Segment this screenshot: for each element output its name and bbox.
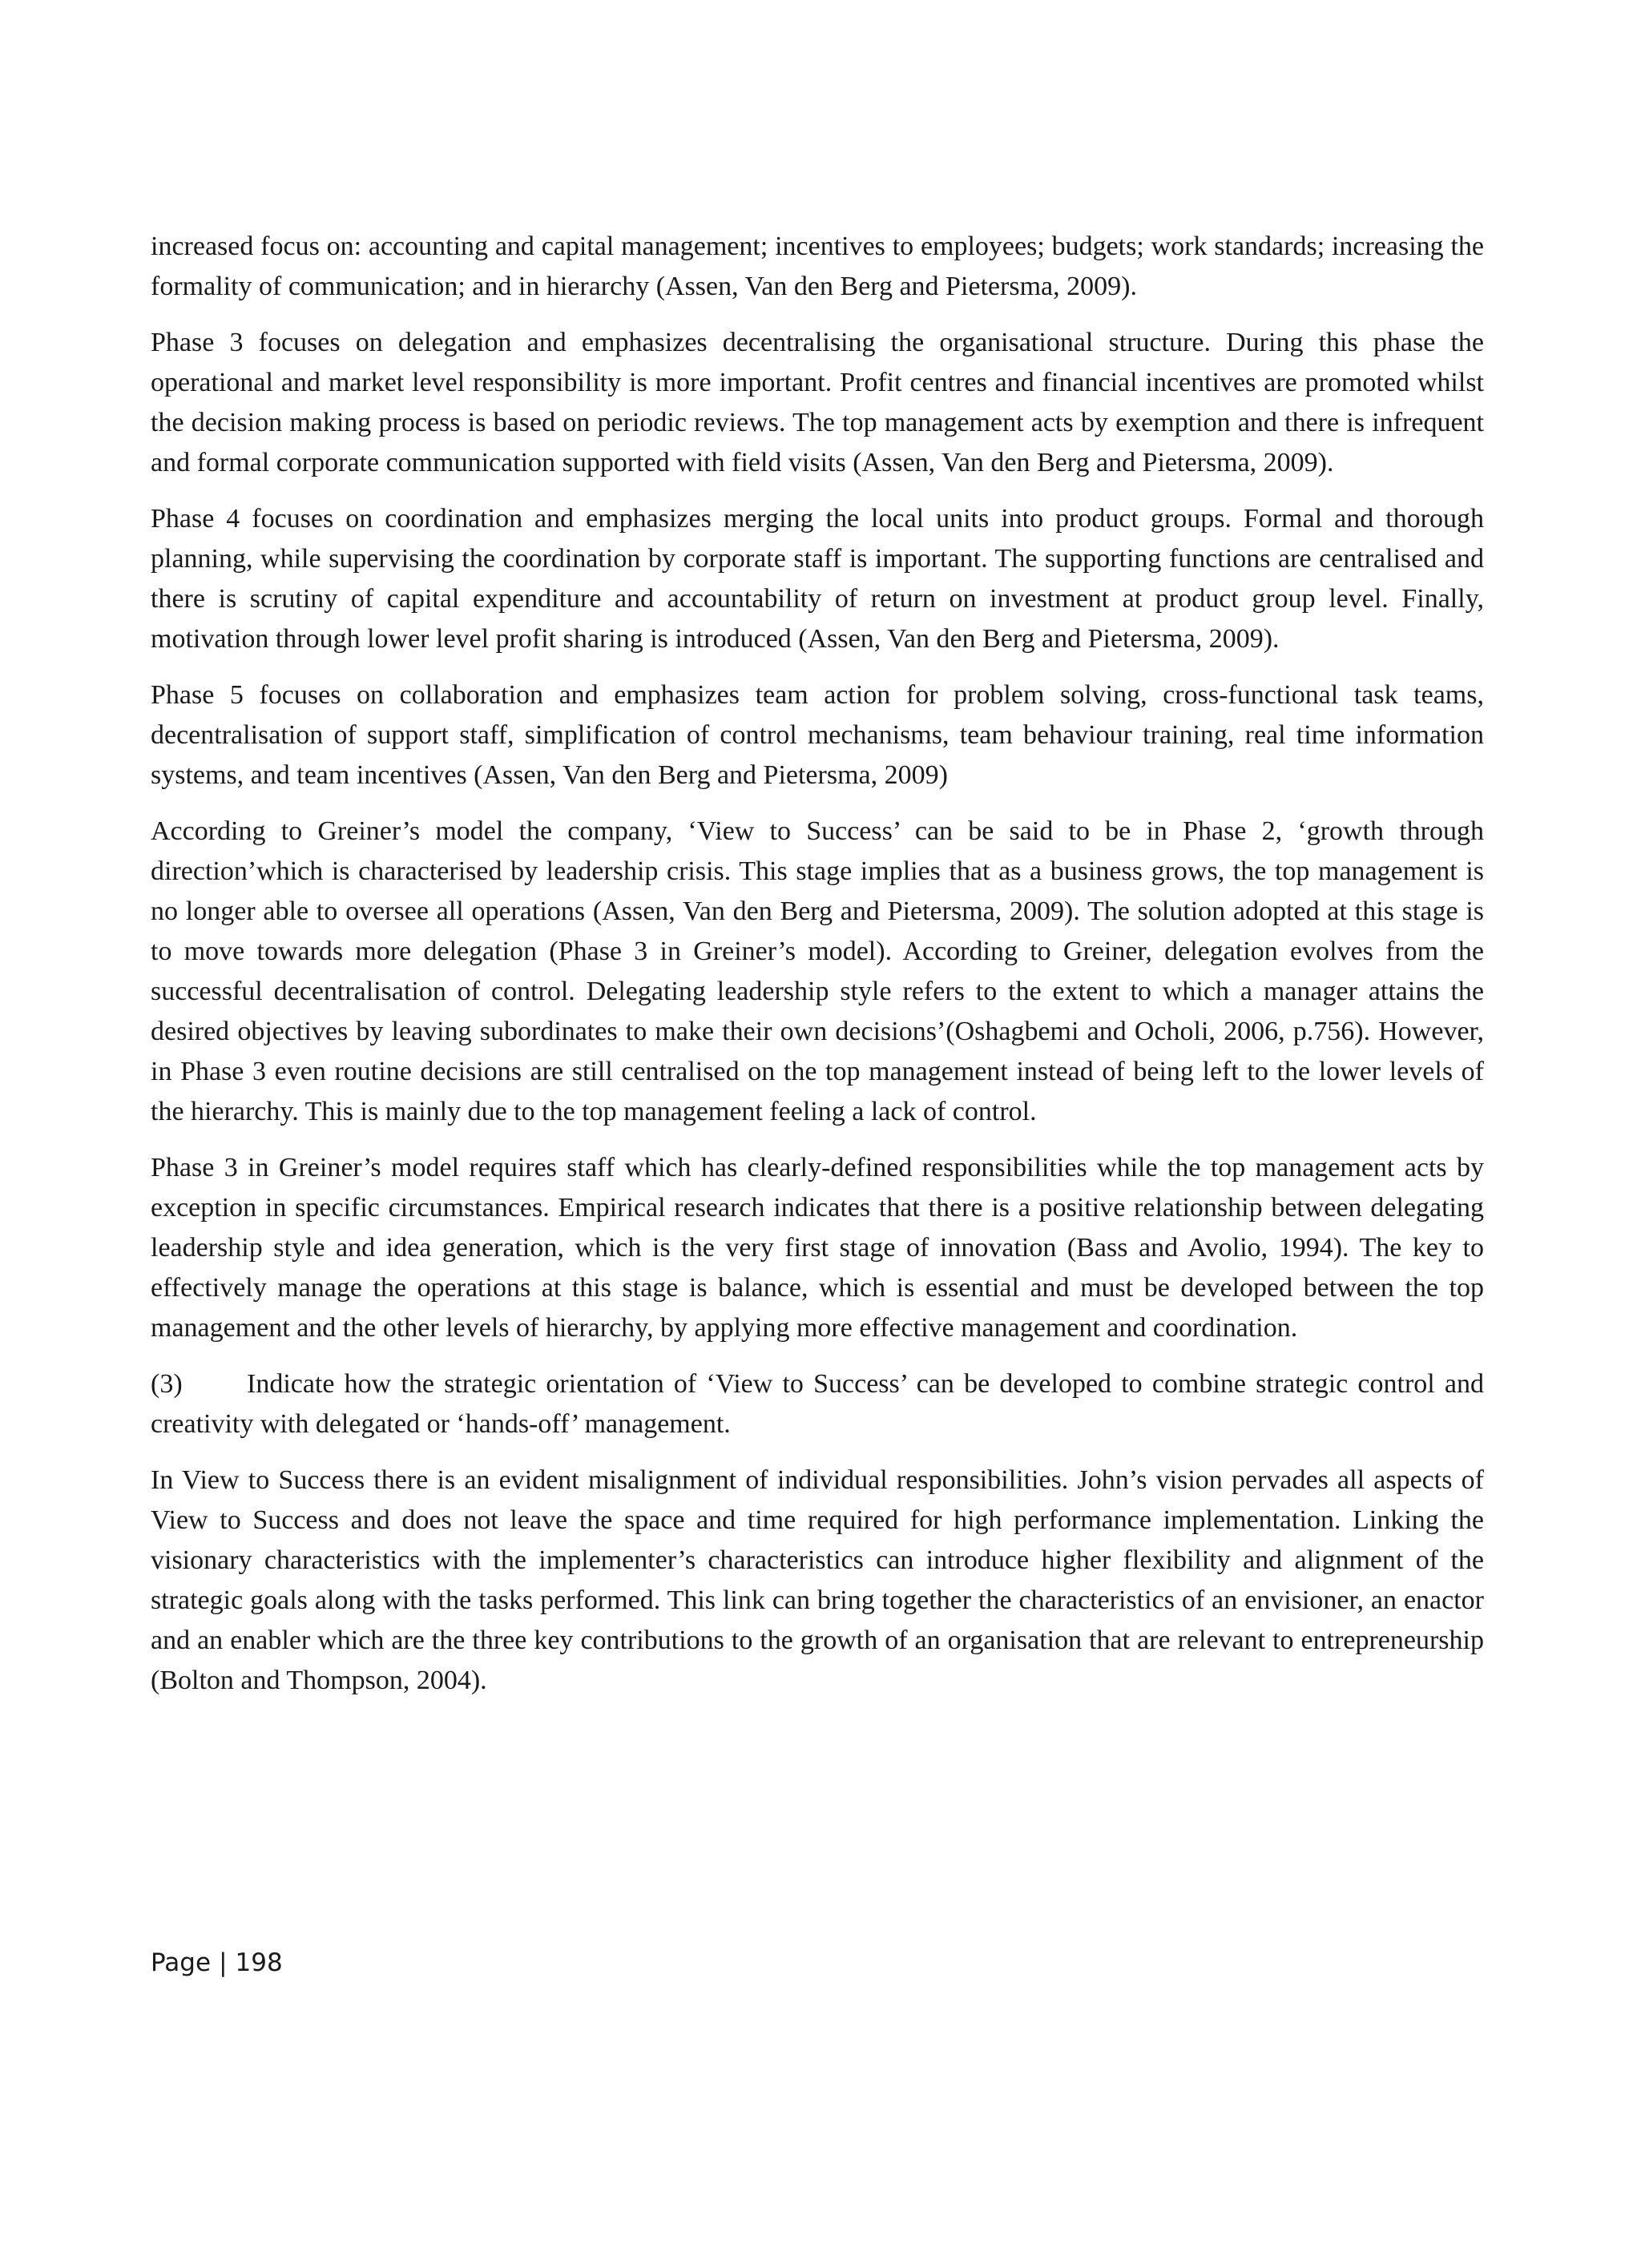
question-number: (3) [151, 1369, 183, 1399]
paragraph-phase-3: Phase 3 focuses on delegation and emphasizes decentralising the organisational structure. During this phase the operational and market level responsibility is more important. Profit centres and financial incentives are promoted whilst the decision making process is based on periodic reviews. The top management acts by exemption and there is infrequent and formal corporate communication supported with field visits (Assen, Van den Berg and Pietersma, 2009). [151, 328, 1484, 477]
paragraph-greiner-model: According to Greiner’s model the company, ‘View to Success’ can be said to be in Phase 2, ‘growth through direction’which is characterised by leadership crisis. This stage implies that as a business grows, the top management is no longer able to oversee all operations (Assen, Van den Berg and Pietersma, 2009). The solution adopted at this stage is to move towards more delegation (Phase 3 in Greiner’s model). According to Greiner, delegation evolves from the successful decentralisation of control. Delegating leadership style refers to the extent to which a manager attains the desired objectives by leaving subordinates to make their own decisions’(Oshagbemi and Ocholi, 2006, p.756). However, in Phase 3 even routine decisions are still centralised on the top management instead of being left to the lower levels of the hierarchy. This is mainly due to the top management feeling a lack of control. [151, 816, 1484, 1126]
question-text: Indicate how the strategic orientation of ‘View to Success’ can be developed to combine strategic control and creativity with delegated or ‘hands-off’ management. [151, 1369, 1484, 1439]
page-body [151, 227, 1484, 1717]
footer-separator: | [219, 1948, 228, 1977]
page-footer [151, 1948, 283, 1977]
question-3 [151, 1364, 1484, 1444]
page-number: 198 [235, 1948, 283, 1977]
page-label: Page [151, 1948, 212, 1977]
paragraph-phase-4: Phase 4 focuses on coordination and emphasizes merging the local units into product groups. Formal and thorough planning, while supervising the coordination by corporate staff is important. The supporting functions are centralised and there is scrutiny of capital expenditure and accountability of return on investment at product group level. Finally, motivation through lower level profit sharing is introduced (Assen, Van den Berg and Pietersma, 2009). [151, 504, 1484, 654]
paragraph-phase-3-requirements: Phase 3 in Greiner’s model requires staff which has clearly-defined responsibilities while the top management acts by exception in specific circumstances. Empirical research indicates that there is a positive relationship between delegating leadership style and idea generation, which is the very first stage of innovation (Bass and Avolio, 1994). The key to effectively manage the operations at this stage is balance, which is essential and must be developed between the top management and the other levels of hierarchy, by applying more effective management and coordination. [151, 1153, 1484, 1343]
paragraph-phase-5: Phase 5 focuses on collaboration and emphasizes team action for problem solving, cross-functional task teams, decentralisation of support staff, simplification of control mechanisms, team behaviour training, real time information systems, and team incentives (Assen, Van den Berg and Pietersma, 2009) [151, 680, 1484, 790]
paragraph-continued-phase-2: increased focus on: accounting and capital management; incentives to employees; budgets; work standards; increasing the formality of communication; and in hierarchy (Assen, Van den Berg and Pietersma, 2009). [151, 232, 1484, 301]
paragraph-misalignment: In View to Success there is an evident misalignment of individual responsibilities. John’s vision pervades all aspects of View to Success and does not leave the space and time required for high performance implementation. Linking the visionary characteristics with the implementer’s characteristics can introduce higher flexibility and alignment of the strategic goals along with the tasks performed. This link can bring together the characteristics of an envisioner, an enactor and an enabler which are the three key contributions to the growth of an organisation that are relevant to entrepreneurship (Bolton and Thompson, 2004). [151, 1465, 1484, 1695]
